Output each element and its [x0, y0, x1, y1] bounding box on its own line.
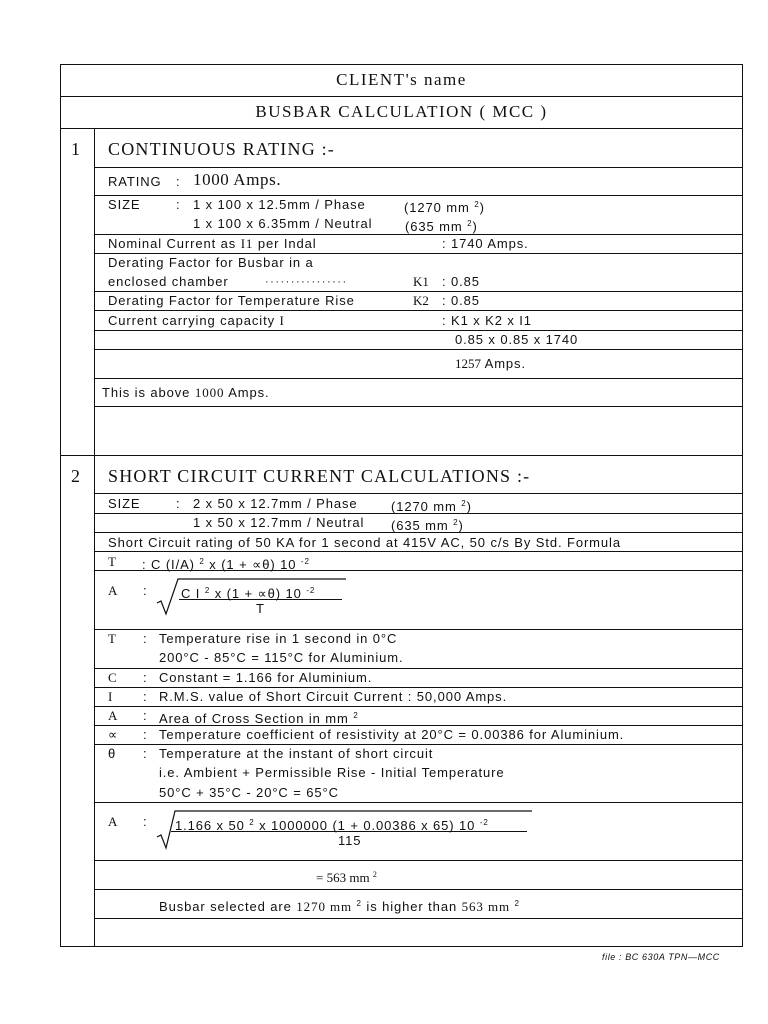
c-colon: : — [143, 670, 147, 685]
section-number-1: 1 — [71, 139, 82, 159]
rating-value: 1000 Amps. — [193, 170, 282, 189]
current-carrying-capacity-label: Current carrying capacity I — [108, 313, 285, 328]
rule — [94, 687, 743, 688]
alpha-symbol: ∝ — [108, 727, 118, 742]
rule — [94, 889, 743, 890]
rule — [94, 253, 743, 254]
size-phase-area: (1270 mm $^2$) — [404, 200, 485, 215]
document-title: BUSBAR CALCULATION ( MCC ) — [255, 102, 548, 121]
a-calc-colon: : — [143, 814, 147, 829]
t-formula: : C (I/A) $^2$ x (1 + ∝θ) 10 $^{-2}$ — [142, 557, 310, 572]
rule — [94, 406, 743, 407]
number-column-divider — [94, 128, 95, 947]
theta-colon: : — [143, 746, 147, 761]
leader-dots: ················ — [265, 276, 348, 288]
t-def-colon: : — [143, 631, 147, 646]
c-definition: Constant = 1.166 for Aluminium. — [159, 670, 373, 685]
a-def-colon: : — [143, 708, 147, 723]
a-formula-denominator: T — [256, 601, 264, 616]
rule — [94, 349, 743, 350]
nominal-current-label: Nominal Current as I1 per Indal — [108, 236, 317, 251]
a-def-symbol: A — [108, 708, 118, 723]
busbar-selection-note: Busbar selected are 1270 mm $^2$ is higher than 563 mm $^2$ — [159, 899, 520, 914]
alpha-definition: Temperature coefficient of resistivity at 20°C = 0.00386 for Aluminium. — [159, 727, 625, 742]
current-carrying-capacity-formula: : K1 x K2 x I1 — [442, 313, 532, 328]
theta-definition-line2: i.e. Ambient + Permissible Rise - Initial Temperature — [159, 765, 505, 780]
derating-temperature: Derating Factor for Temperature Rise — [108, 293, 355, 308]
derating-chamber-line1: Derating Factor for Busbar in a — [108, 255, 314, 270]
rating-sep: : — [176, 174, 180, 189]
t-definition-line1: Temperature rise in 1 second in 0°C — [159, 631, 398, 646]
nominal-current-value: : 1740 Amps. — [442, 236, 529, 251]
a-definition: Area of Cross Section in mm $^2$ — [159, 711, 359, 726]
k1-symbol: K1 — [413, 274, 429, 289]
rule — [94, 629, 743, 630]
derating-chamber-line2: enclosed chamber — [108, 274, 229, 289]
sc-size-label: SIZE — [108, 496, 141, 511]
size-sep: : — [176, 197, 180, 212]
rule — [94, 291, 743, 292]
sc-size-neutral: 1 x 50 x 12.7mm / Neutral — [193, 515, 365, 530]
a-calc-symbol: A — [108, 814, 118, 829]
rule — [94, 802, 743, 803]
size-neutral: 1 x 100 x 6.35mm / Neutral — [193, 216, 373, 231]
theta-definition-line3: 50°C + 35°C - 20°C = 65°C — [159, 785, 339, 800]
c-symbol: C — [108, 670, 117, 685]
i-definition: R.M.S. value of Short Circuit Current : 50,000 Amps. — [159, 689, 508, 704]
sc-size-sep: : — [176, 496, 180, 511]
sc-size-phase: 2 x 50 x 12.7mm / Phase — [193, 496, 358, 511]
section-title-short-circuit: SHORT CIRCUIT CURRENT CALCULATIONS :- — [108, 466, 531, 486]
rule — [94, 167, 743, 168]
rule — [94, 860, 743, 861]
a-colon: : — [143, 583, 147, 598]
i-symbol: I — [108, 689, 113, 704]
k2-symbol: K2 — [413, 293, 429, 308]
current-carrying-capacity-calc: 0.85 x 0.85 x 1740 — [455, 332, 579, 347]
t-symbol: T — [108, 554, 116, 569]
rule — [60, 96, 743, 97]
rule — [60, 455, 743, 456]
rule — [94, 744, 743, 745]
t-def-symbol: T — [108, 631, 116, 646]
a-calc-numerator: 1.166 x 50 $^2$ x 1000000 (1 + 0.00386 x 65) 10 $^{-2}$ — [175, 818, 489, 833]
rule — [94, 551, 743, 552]
sc-size-phase-area: (1270 mm $^2$) — [391, 499, 472, 514]
a-formula-numerator: C I $^2$ x (1 + ∝θ) 10 $^{-2}$ — [181, 586, 316, 601]
t-definition-line2: 200°C - 85°C = 115°C for Aluminium. — [159, 650, 404, 665]
rule — [94, 706, 743, 707]
rule — [94, 330, 743, 331]
rule — [94, 493, 743, 494]
above-rating-note: This is above 1000 Amps. — [102, 385, 270, 400]
theta-definition-line1: Temperature at the instant of short circuit — [159, 746, 434, 761]
derating-temperature-value: : 0.85 — [442, 293, 480, 308]
rating-label: RATING — [108, 174, 162, 189]
rule — [94, 378, 743, 379]
fraction-bar — [179, 599, 342, 600]
i-colon: : — [143, 689, 147, 704]
size-label: SIZE — [108, 197, 141, 212]
area-result: = 563 mm $^2$ — [316, 870, 377, 885]
file-reference: file : BC 630A TPN—MCC — [602, 952, 720, 962]
rule — [94, 310, 743, 311]
client-name: CLIENT's name — [336, 70, 467, 89]
rule — [60, 128, 743, 129]
theta-symbol: θ — [108, 746, 116, 761]
a-calc-denominator: 115 — [338, 833, 362, 848]
current-carrying-capacity-result: 1257 Amps. — [455, 356, 526, 371]
rule — [94, 195, 743, 196]
section-number-2: 2 — [71, 466, 82, 486]
rule — [94, 668, 743, 669]
fraction-bar — [171, 831, 527, 832]
derating-chamber-value: : 0.85 — [442, 274, 480, 289]
rule — [94, 918, 743, 919]
sc-size-neutral-area: (635 mm $^2$) — [391, 518, 464, 533]
alpha-colon: : — [143, 727, 147, 742]
section-title-continuous-rating: CONTINUOUS RATING :- — [108, 139, 335, 159]
a-symbol: A — [108, 583, 118, 598]
size-phase: 1 x 100 x 12.5mm / Phase — [193, 197, 366, 212]
size-neutral-area: (635 mm $^2$) — [405, 219, 478, 234]
sc-rating-statement: Short Circuit rating of 50 KA for 1 second at 415V AC, 50 c/s By Std. Formula — [108, 535, 621, 550]
